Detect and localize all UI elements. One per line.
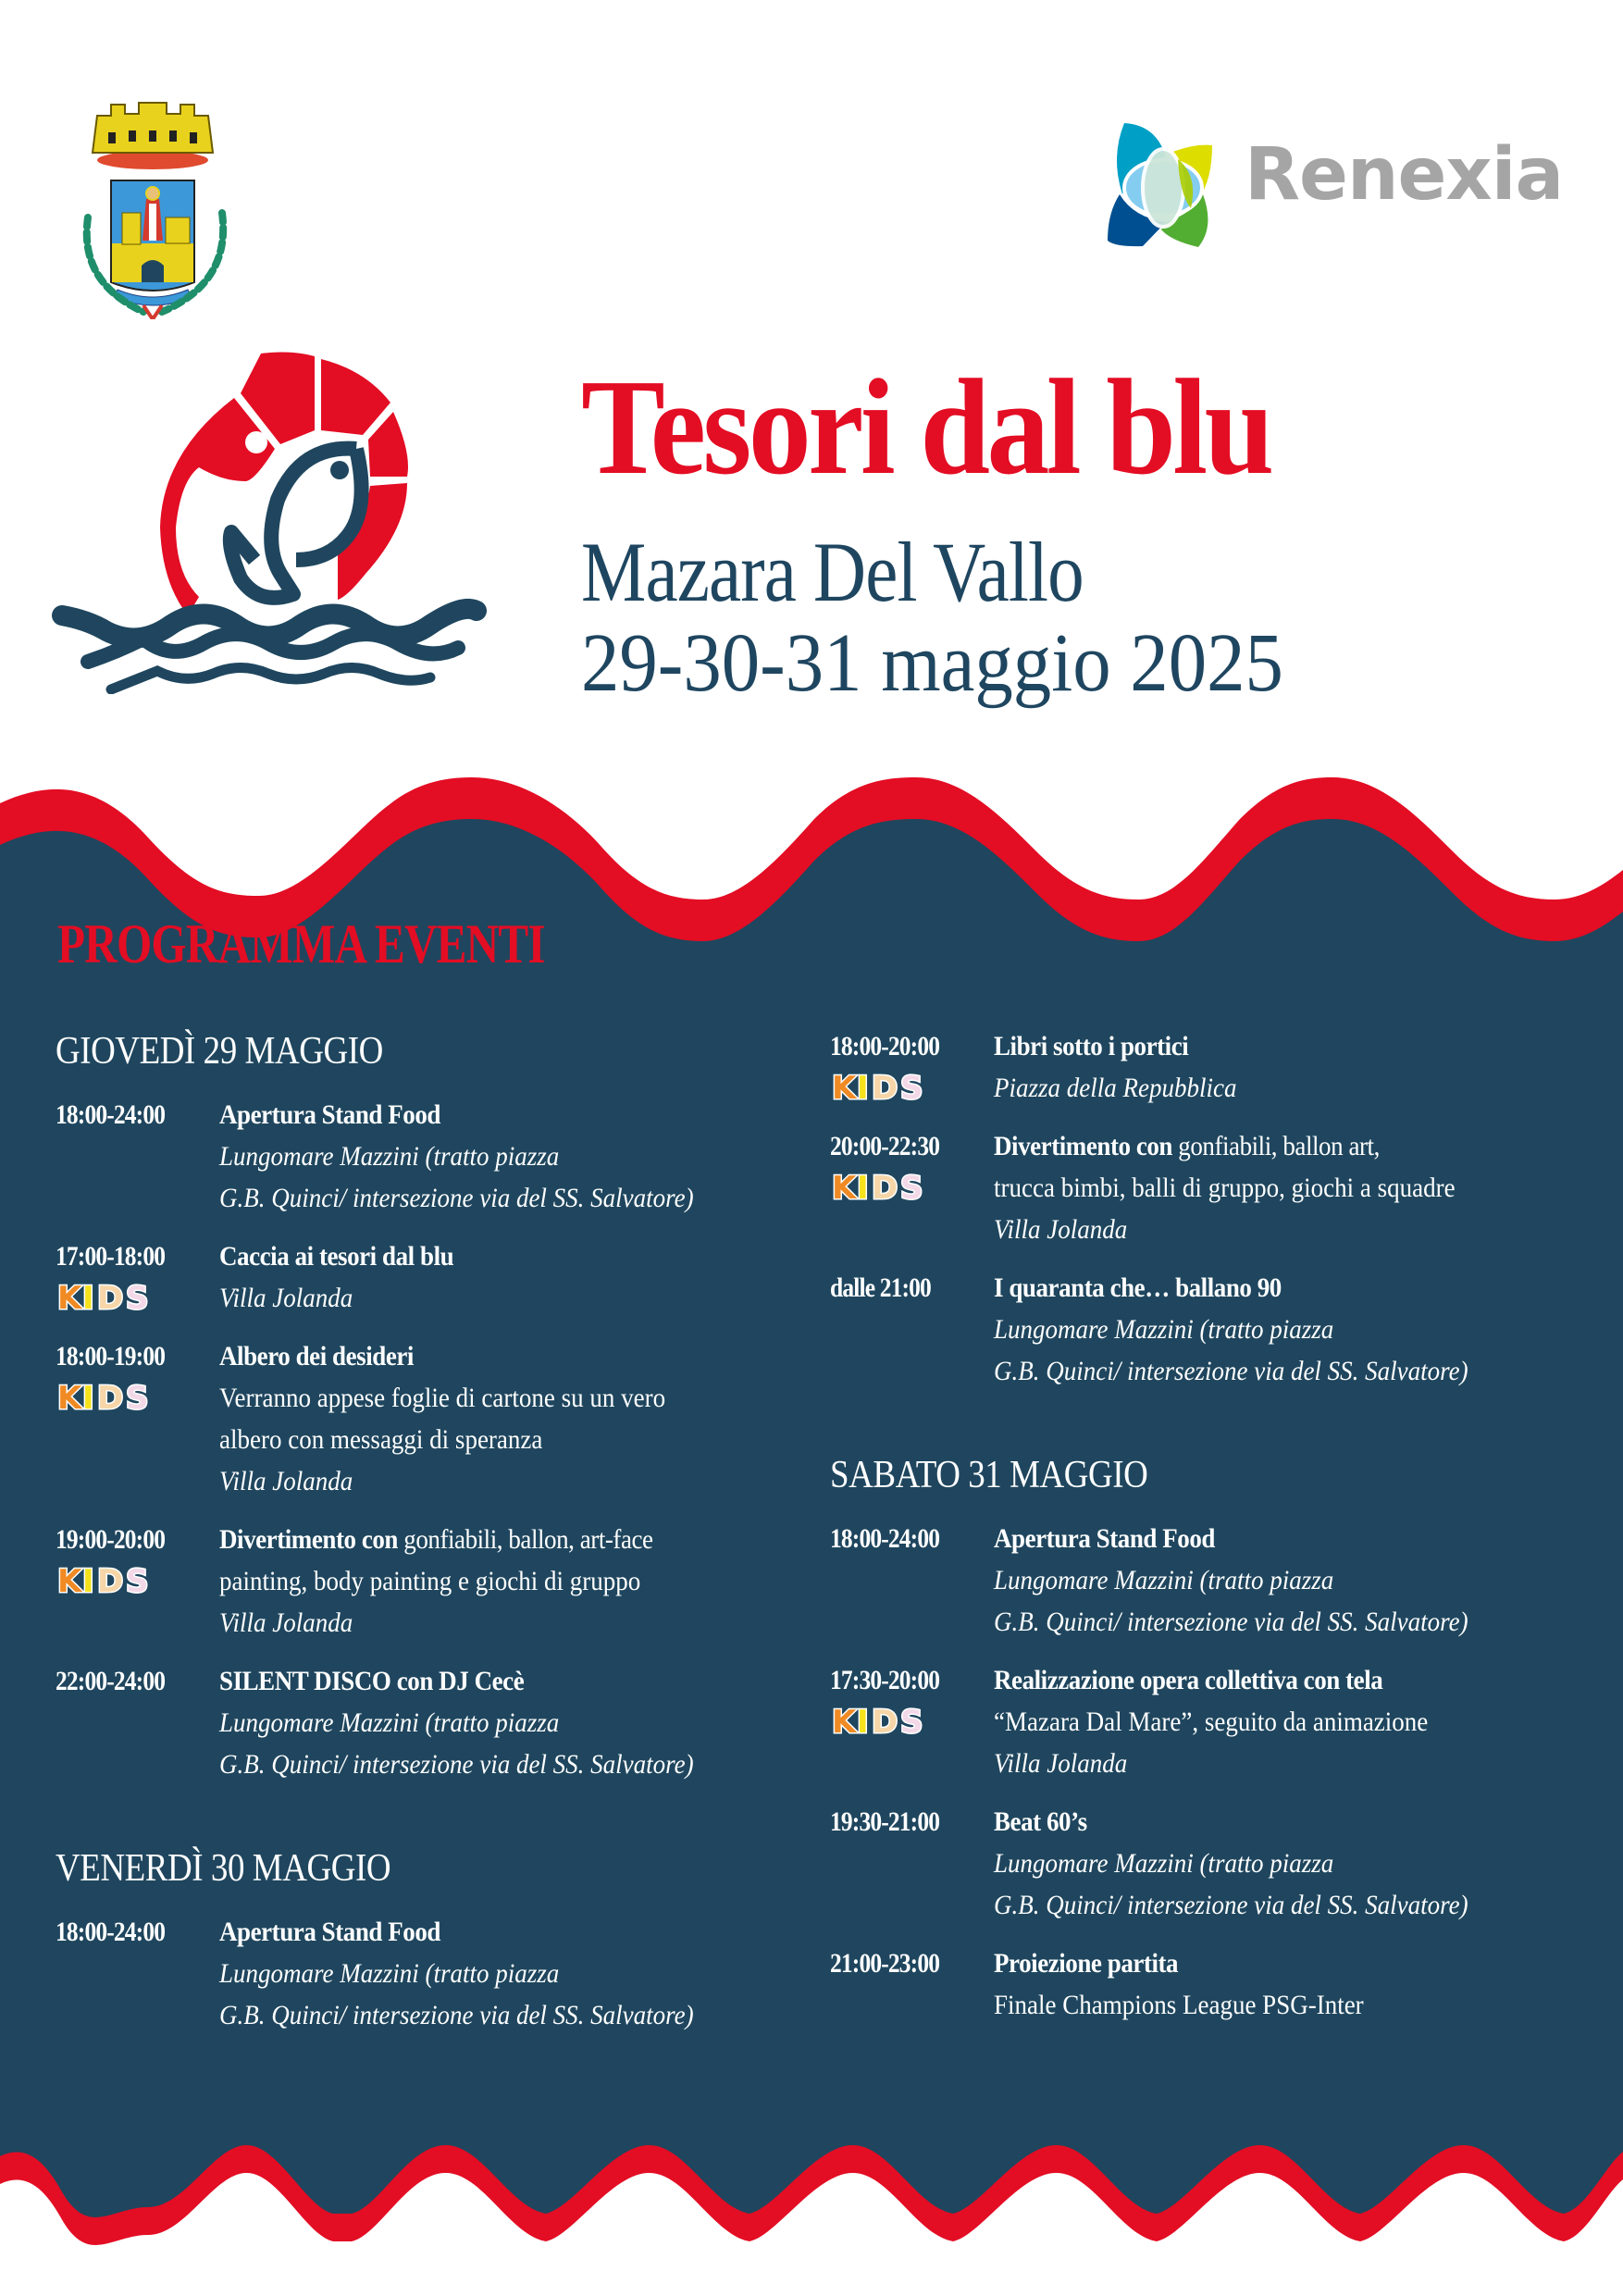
event-item xyxy=(56,1911,796,2036)
event-location: Lungomare Mazzini (tratto piazza xyxy=(219,1141,560,1172)
event-title: Caccia ai tesori dal blu xyxy=(219,1241,454,1272)
event-description: painting, body painting e giochi di gruppo xyxy=(219,1566,641,1596)
svg-text:I: I xyxy=(857,1170,869,1206)
event-item xyxy=(56,1235,796,1319)
svg-text:K: K xyxy=(57,1380,82,1416)
event-time: 20:00-22:30 xyxy=(830,1131,940,1161)
event-title: Divertimento con gonfiabili, ballon art, xyxy=(994,1131,1380,1161)
event-location: Lungomare Mazzini (tratto piazza xyxy=(219,1958,560,1989)
svg-text:D: D xyxy=(872,1704,898,1740)
svg-text:S: S xyxy=(900,1170,923,1206)
event-location: Villa Jolanda xyxy=(994,1748,1128,1779)
kids-badge-icon xyxy=(830,1169,934,1206)
event-location: Villa Jolanda xyxy=(219,1607,353,1638)
event-description: albero con messaggi di speranza xyxy=(219,1424,543,1455)
kids-badge-icon xyxy=(830,1069,934,1106)
event-title: Albero dei desideri xyxy=(219,1341,414,1371)
event-dates: 29-30-31 maggio 2025 xyxy=(581,617,1283,709)
event-time: 18:00-24:00 xyxy=(830,1523,940,1554)
shrimp-fish-logo-icon xyxy=(51,342,532,694)
svg-text:K: K xyxy=(832,1070,857,1106)
event-location: G.B. Quinci/ intersezione via del SS. Salvatore) xyxy=(219,2000,694,2030)
event-item xyxy=(830,1025,1607,1109)
event-time: 18:00-19:00 xyxy=(56,1341,166,1371)
event-item xyxy=(830,1659,1607,1784)
event-description: Verranno appese foglie di cartone su un vero xyxy=(219,1383,666,1413)
event-item xyxy=(56,1660,796,1785)
svg-text:D: D xyxy=(97,1563,124,1599)
svg-text:S: S xyxy=(126,1380,149,1416)
event-time: dalle 21:00 xyxy=(830,1272,931,1303)
program-column-right xyxy=(830,1025,1607,2042)
event-location: Piazza della Repubblica xyxy=(994,1073,1237,1103)
event-time: 18:00-20:00 xyxy=(830,1031,940,1061)
svg-text:I: I xyxy=(857,1704,869,1740)
event-title: Realizzazione opera collettiva con tela xyxy=(994,1665,1383,1695)
event-title: Proiezione partita xyxy=(994,1948,1179,1979)
day-section-friday-cont xyxy=(830,1025,1607,1392)
event-location: Villa Jolanda xyxy=(994,1214,1128,1245)
program-heading: PROGRAMMA EVENTI xyxy=(57,913,545,974)
svg-text:S: S xyxy=(900,1070,923,1106)
svg-text:I: I xyxy=(82,1280,94,1316)
event-item xyxy=(56,1335,796,1502)
event-title: Apertura Stand Food xyxy=(994,1523,1215,1554)
svg-text:I: I xyxy=(857,1070,869,1106)
event-item xyxy=(830,1267,1607,1392)
event-location: G.B. Quinci/ intersezione via del SS. Salvatore) xyxy=(219,1183,694,1213)
event-location: G.B. Quinci/ intersezione via del SS. Salvatore) xyxy=(994,1607,1468,1637)
event-time: 21:00-23:00 xyxy=(830,1948,940,1979)
svg-text:K: K xyxy=(832,1170,857,1206)
event-city: Mazara Del Vallo xyxy=(581,525,1084,619)
svg-text:I: I xyxy=(82,1563,94,1599)
event-title: Tesori dal blu xyxy=(581,352,1271,503)
crown-icon xyxy=(93,103,213,169)
event-location: G.B. Quinci/ intersezione via del SS. Salvatore) xyxy=(994,1356,1468,1386)
event-time: 18:00-24:00 xyxy=(56,1917,166,1947)
event-time: 19:00-20:00 xyxy=(56,1524,166,1555)
waves-icon xyxy=(62,609,477,689)
event-title: Beat 60’s xyxy=(994,1806,1087,1837)
event-item xyxy=(830,1125,1607,1250)
event-location: G.B. Quinci/ intersezione via del SS. Salvatore) xyxy=(219,1749,694,1780)
event-location: Villa Jolanda xyxy=(219,1466,353,1496)
kids-badge-icon xyxy=(830,1703,934,1740)
day-section-friday xyxy=(56,1843,796,2036)
event-description: Finale Champions League PSG-Inter xyxy=(994,1990,1364,2020)
event-location: Lungomare Mazzini (tratto piazza xyxy=(219,1707,560,1738)
shield-icon xyxy=(111,180,194,291)
event-title: Libri sotto i portici xyxy=(994,1031,1189,1061)
svg-text:D: D xyxy=(97,1380,124,1416)
day-section-thursday xyxy=(56,1025,796,1785)
event-title: I quaranta che… ballano 90 xyxy=(994,1272,1282,1303)
event-item xyxy=(830,1801,1607,1926)
event-time: 19:30-21:00 xyxy=(830,1806,940,1837)
event-location: Lungomare Mazzini (tratto piazza xyxy=(994,1314,1334,1345)
svg-text:S: S xyxy=(126,1563,149,1599)
event-title: Divertimento con gonfiabili, ballon, art-face xyxy=(219,1524,653,1555)
coat-of-arms-icon xyxy=(51,51,254,319)
event-location: Lungomare Mazzini (tratto piazza xyxy=(994,1848,1334,1879)
svg-text:K: K xyxy=(832,1704,857,1740)
event-time: 22:00-24:00 xyxy=(56,1666,166,1696)
day-header: VENERDÌ 30 MAGGIO xyxy=(56,1847,391,1890)
kids-badge-icon xyxy=(56,1279,159,1316)
event-item xyxy=(56,1094,796,1219)
event-location: G.B. Quinci/ intersezione via del SS. Salvatore) xyxy=(994,1890,1468,1920)
day-section-saturday xyxy=(830,1449,1607,2026)
event-title: Apertura Stand Food xyxy=(219,1099,440,1130)
svg-text:K: K xyxy=(57,1563,82,1599)
event-time: 17:00-18:00 xyxy=(56,1241,166,1272)
event-location: Lungomare Mazzini (tratto piazza xyxy=(994,1565,1334,1595)
day-header: SABATO 31 MAGGIO xyxy=(830,1454,1148,1496)
event-item xyxy=(830,1518,1607,1643)
event-description: trucca bimbi, balli di gruppo, giochi a squadre xyxy=(994,1173,1456,1203)
event-time: 17:30-20:00 xyxy=(830,1665,940,1695)
event-item xyxy=(56,1519,796,1644)
event-time: 18:00-24:00 xyxy=(56,1099,166,1130)
kids-badge-icon xyxy=(56,1379,159,1416)
event-location: Villa Jolanda xyxy=(219,1283,353,1313)
svg-text:D: D xyxy=(872,1070,898,1106)
svg-text:D: D xyxy=(872,1170,898,1206)
event-description: “Mazara Dal Mare”, seguito da animazione xyxy=(994,1706,1429,1737)
renexia-wordmark: Renexia xyxy=(1245,133,1564,217)
svg-text:I: I xyxy=(82,1380,94,1416)
day-header: GIOVEDÌ 29 MAGGIO xyxy=(56,1030,383,1073)
event-title: SILENT DISCO con DJ Cecè xyxy=(219,1666,525,1696)
renexia-logo-icon xyxy=(1106,120,1235,250)
event-item xyxy=(830,1942,1607,2026)
svg-text:D: D xyxy=(97,1280,124,1316)
event-title: Apertura Stand Food xyxy=(219,1917,440,1947)
svg-text:S: S xyxy=(126,1280,149,1316)
svg-text:K: K xyxy=(57,1280,82,1316)
kids-badge-icon xyxy=(56,1562,159,1599)
svg-text:S: S xyxy=(900,1704,923,1740)
program-column-left xyxy=(56,1025,796,2053)
